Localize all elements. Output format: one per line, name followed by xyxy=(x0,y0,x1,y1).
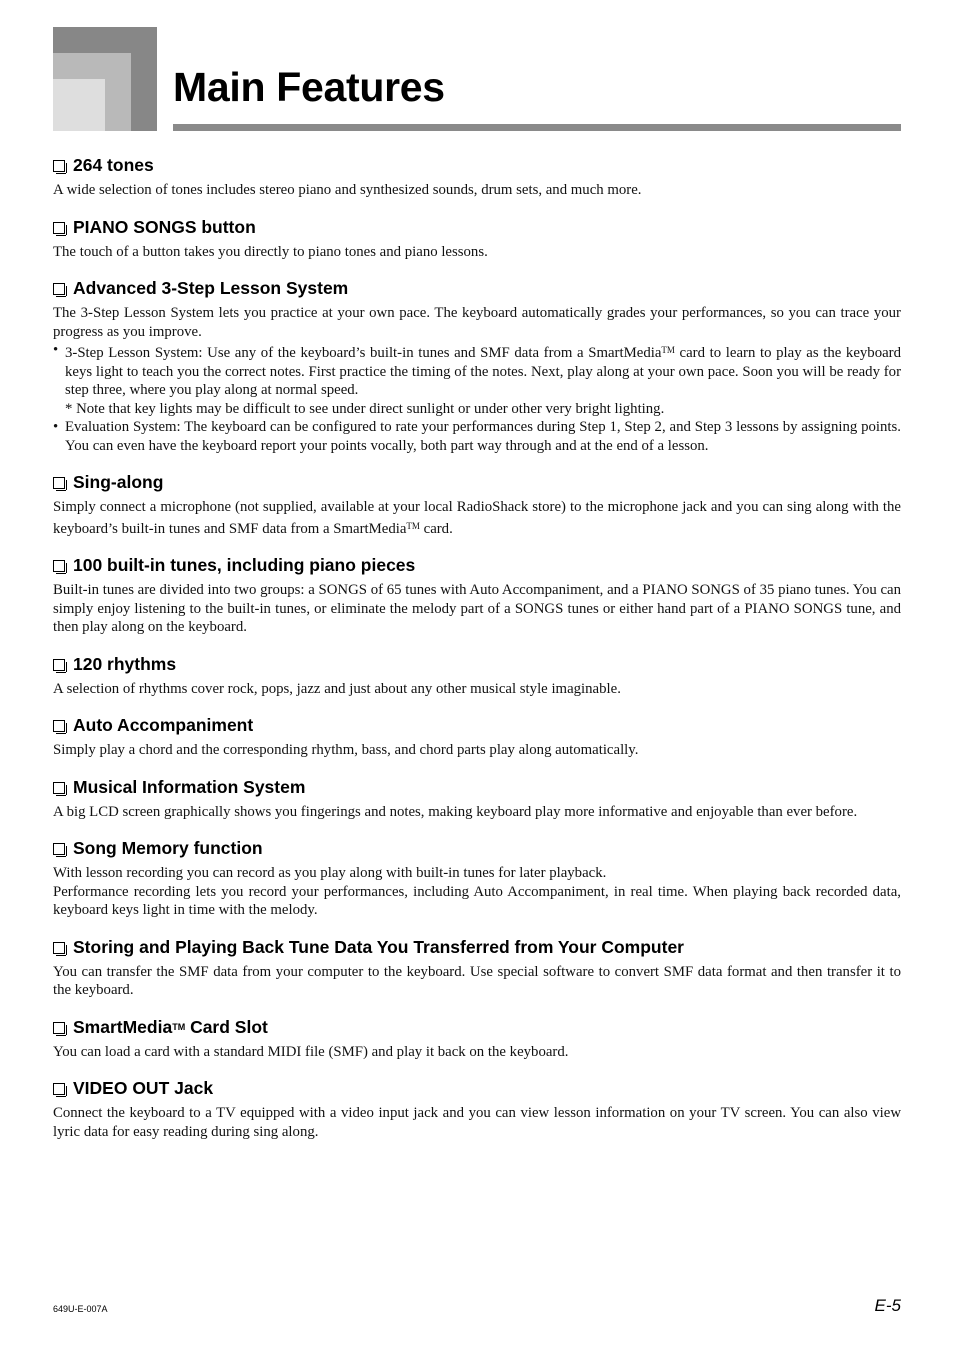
text-a: Simply connect a microphone (not supplied, available at your local RadioShack store) to the microphone jack and you can sing along with the keyboard’s built-in tunes and SMF data from a SmartMedia xyxy=(53,499,901,537)
section-text xyxy=(53,498,901,538)
section-text: The 3-Step Lesson System lets you practice at your own pace. The keyboard automatically grades your performances, so you can trace your progress as you improve. xyxy=(53,305,901,340)
section-song-memory xyxy=(53,837,901,920)
heading-text: Sing-along xyxy=(73,472,164,492)
section-lesson-system xyxy=(53,277,901,455)
heading-text: Advanced 3-Step Lesson System xyxy=(73,278,349,298)
heading-text: Song Memory function xyxy=(73,838,263,858)
page-title: Main Features xyxy=(173,64,445,110)
checkbox-icon xyxy=(53,560,65,572)
heading-text: 264 tones xyxy=(73,155,154,175)
heading-text-b: Card Slot xyxy=(185,1016,268,1037)
page-number: E-5 xyxy=(874,1296,901,1315)
trademark-mark: TM xyxy=(661,345,675,355)
corner-decoration xyxy=(53,27,157,131)
section-264-tones xyxy=(53,154,901,200)
title-underline xyxy=(173,124,901,131)
section-text: Performance recording lets you record your performances, including Auto Accompaniment, in real time. When playing back recorded data, keyboard keys light in time with the melody. xyxy=(53,883,901,918)
trademark-mark: TM xyxy=(172,1021,186,1032)
section-heading xyxy=(53,471,901,493)
bullet-text: Evaluation System: The keyboard can be configured to rate your performances during Step 1, Step 2, and Step 3 lessons by assigning points. You can even have the keyboard report your points vocally, both part way through and at the end of a lesson. xyxy=(65,419,901,454)
checkbox-icon xyxy=(53,942,65,954)
heading-text: VIDEO OUT Jack xyxy=(73,1078,214,1098)
section-text: You can load a card with a standard MIDI file (SMF) and play it back on the keyboard. xyxy=(53,1043,569,1060)
section-text: Connect the keyboard to a TV equipped with a video input jack and you can view lesson information on your TV screen. You can also view lyric data for easy reading during sing along. xyxy=(53,1105,901,1140)
section-card-slot xyxy=(53,1016,901,1062)
bullet-dot: • xyxy=(53,342,59,358)
checkbox-icon xyxy=(53,283,65,295)
section-heading xyxy=(53,1077,901,1099)
section-rhythms xyxy=(53,653,901,699)
section-storing-tune-data xyxy=(53,936,901,1000)
section-text: Simply play a chord and the corresponding rhythm, bass, and chord parts play along automatically. xyxy=(53,742,639,758)
heading-text: Auto Accompaniment xyxy=(73,715,254,735)
section-heading xyxy=(53,1016,901,1038)
section-text: You can transfer the SMF data from your computer to the keyboard. Use special software to convert SMF data format and then transfer it to the keyboard. xyxy=(53,963,901,998)
section-heading xyxy=(53,154,901,176)
section-heading xyxy=(53,776,901,798)
section-text: A big LCD screen graphically shows you fingerings and notes, making keyboard play more informative and enjoyable than ever before. xyxy=(53,803,858,820)
trademark-mark: TM xyxy=(406,520,420,531)
section-heading xyxy=(53,216,901,238)
heading-text: Musical Information System xyxy=(73,776,306,797)
heading-text: PIANO SONGS button xyxy=(73,216,256,237)
section-heading xyxy=(53,837,901,859)
section-heading xyxy=(53,653,901,675)
bullet-dot: • xyxy=(53,419,59,435)
section-text: Built-in tunes are divided into two groups: a SONGS of 65 tunes with Auto Accompaniment, and a PIANO SONGS of 35 piano tunes. You can simply enjoy listening to the built-in tunes, or eliminate the melody part of a SONGS tunes or either hand part of a PIANO SONGS tune, and then play along on the keyboard. xyxy=(53,582,901,635)
bullet-item xyxy=(53,341,901,400)
section-piano-songs-button xyxy=(53,216,901,262)
text-b: card. xyxy=(419,520,453,537)
heading-text: Storing and Playing Back Tune Data You Transferred from Your Computer xyxy=(73,936,684,957)
section-musical-information-system xyxy=(53,776,901,822)
section-text: A selection of rhythms cover rock, pops, jazz and just about any other musical style imaginable. xyxy=(53,680,621,697)
section-auto-accompaniment xyxy=(53,714,901,760)
features-content xyxy=(53,154,901,1141)
checkbox-icon xyxy=(53,477,65,489)
checkbox-icon xyxy=(53,782,65,794)
bullet-text-b: card to learn to play as the keyboard keys light to teach you the correct notes. First practice the timing of the notes. Next, play along at your own pace. Soon you will be ready for step three, where you play along at normal speed. xyxy=(65,345,901,398)
checkbox-icon xyxy=(53,222,65,234)
section-sing-along xyxy=(53,471,901,538)
section-heading xyxy=(53,554,901,576)
section-video-out-jack xyxy=(53,1077,901,1141)
section-heading xyxy=(53,714,901,736)
document-code: 649U-E-007A xyxy=(53,1304,108,1314)
checkbox-icon xyxy=(53,160,65,172)
checkbox-icon xyxy=(53,659,65,671)
note-text: * Note that key lights may be difficult to see under direct sunlight or under other very bright lighting. xyxy=(65,400,665,417)
section-text: A wide selection of tones includes stereo piano and synthesized sounds, drum sets, and much more. xyxy=(53,182,642,198)
corner-square-light xyxy=(53,79,105,131)
checkbox-icon xyxy=(53,1022,65,1034)
section-heading xyxy=(53,936,901,958)
heading-text: 100 built-in tunes, including piano pieces xyxy=(73,555,416,575)
section-heading xyxy=(53,277,901,299)
bullet-text-a: 3-Step Lesson System: Use any of the keyboard’s built-in tunes and SMF data from a SmartMedia xyxy=(65,345,662,361)
section-text: With lesson recording you can record as you play along with built-in tunes for later playback. xyxy=(53,865,607,881)
heading-text-a: SmartMedia xyxy=(73,1016,173,1037)
heading-text: 120 rhythms xyxy=(73,653,177,674)
section-built-in-tunes xyxy=(53,554,901,637)
section-text: The touch of a button takes you directly to piano tones and piano lessons. xyxy=(53,243,488,260)
checkbox-icon xyxy=(53,1083,65,1095)
bullet-item xyxy=(53,418,901,455)
checkbox-icon xyxy=(53,843,65,855)
checkbox-icon xyxy=(53,720,65,732)
